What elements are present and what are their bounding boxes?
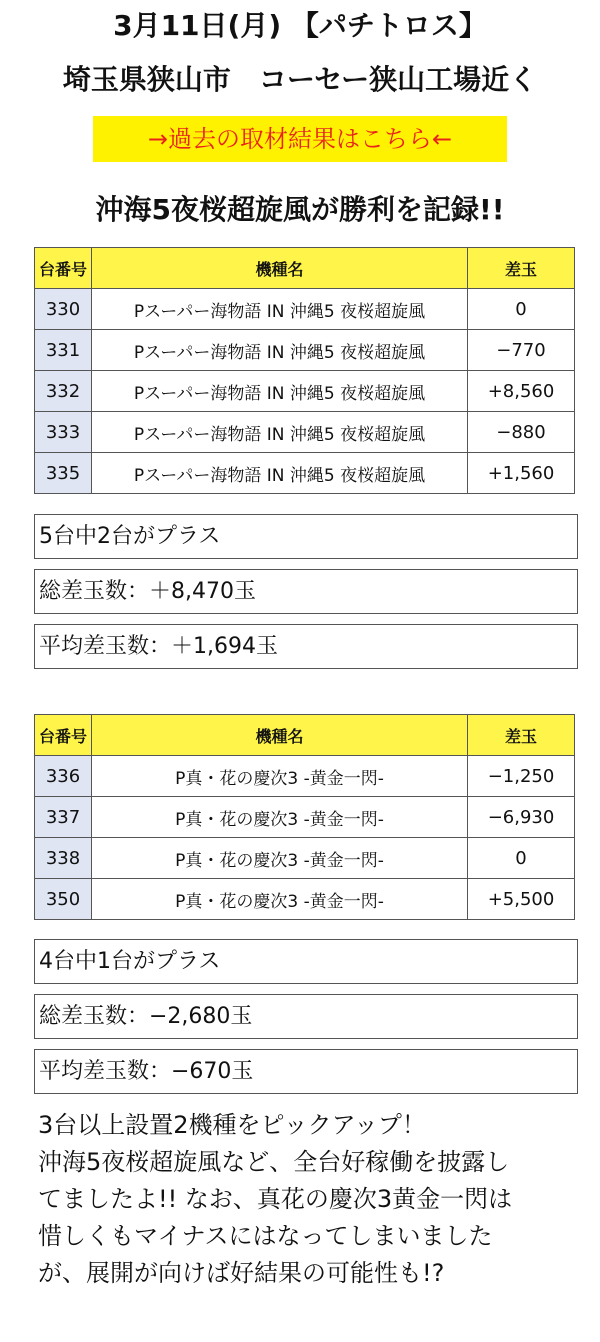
machine-number: 332 (35, 371, 92, 412)
table-row (35, 756, 575, 797)
results-table-umimonogatari (34, 247, 575, 494)
difference-value: 0 (468, 289, 575, 330)
machine-number: 336 (35, 756, 92, 797)
past-results-link[interactable]: →過去の取材結果はこちら← (93, 116, 507, 162)
comment-line: 3台以上設置2機種をピックアップ！ (38, 1111, 426, 1139)
plus-count-summary: 4台中1台がプラス (34, 939, 578, 984)
machine-name: Pスーパー海物語 IN 沖縄5 夜桜超旋風 (92, 453, 468, 494)
header-machine-number: 台番号 (35, 248, 92, 289)
difference-value: 0 (468, 838, 575, 879)
store-location: 埼玉県狭山市 コーセー狭山工場近く (62, 63, 538, 96)
table-row (35, 412, 575, 453)
header-difference: 差玉 (468, 715, 575, 756)
table-row (35, 371, 575, 412)
machine-number: 350 (35, 879, 92, 920)
table-row (35, 330, 575, 371)
machine-name: Pスーパー海物語 IN 沖縄5 夜桜超旋風 (92, 371, 468, 412)
header-difference: 差玉 (468, 248, 575, 289)
difference-value: +1,560 (468, 453, 575, 494)
table-row (35, 289, 575, 330)
total-difference-summary: 総差玉数：−2,680玉 (34, 994, 578, 1039)
header-machine-number: 台番号 (35, 715, 92, 756)
comment-paragraph (38, 1107, 578, 1292)
machine-name: P真・花の慶次3 -黄金一閃- (92, 797, 468, 838)
machine-number: 330 (35, 289, 92, 330)
page-title: 3月11日(月) 【パチトロス】 (113, 9, 487, 42)
machine-number: 331 (35, 330, 92, 371)
machine-number: 338 (35, 838, 92, 879)
total-difference-summary: 総差玉数：＋8,470玉 (34, 569, 578, 614)
table-row (35, 879, 575, 920)
comment-line: 沖海5夜桜超旋風など、全台好稼働を披露し (38, 1148, 510, 1176)
results-table-keiji (34, 714, 575, 920)
difference-value: −6,930 (468, 797, 575, 838)
table-header-row (35, 248, 575, 289)
table-row (35, 838, 575, 879)
difference-value: −770 (468, 330, 575, 371)
difference-value: +5,500 (468, 879, 575, 920)
machine-name: P真・花の慶次3 -黄金一閃- (92, 879, 468, 920)
comment-line: 惜しくもマイナスにはなってしまいました (38, 1222, 493, 1250)
table-row (35, 453, 575, 494)
average-difference-summary: 平均差玉数：＋1,694玉 (34, 624, 578, 669)
machine-number: 335 (35, 453, 92, 494)
machine-name: Pスーパー海物語 IN 沖縄5 夜桜超旋風 (92, 289, 468, 330)
machine-name: Pスーパー海物語 IN 沖縄5 夜桜超旋風 (92, 412, 468, 453)
table-header-row (35, 715, 575, 756)
machine-number: 337 (35, 797, 92, 838)
difference-value: +8,560 (468, 371, 575, 412)
table-row (35, 797, 575, 838)
plus-count-summary: 5台中2台がプラス (34, 514, 578, 559)
difference-value: −1,250 (468, 756, 575, 797)
machine-name: P真・花の慶次3 -黄金一閃- (92, 838, 468, 879)
machine-number: 333 (35, 412, 92, 453)
headline: 沖海5夜桜超旋風が勝利を記録!! (95, 193, 505, 226)
difference-value: −880 (468, 412, 575, 453)
header-machine-name: 機種名 (92, 715, 468, 756)
average-difference-summary: 平均差玉数：−670玉 (34, 1049, 578, 1094)
machine-name: Pスーパー海物語 IN 沖縄5 夜桜超旋風 (92, 330, 468, 371)
comment-line: てましたよ!! なお、真花の慶次3黄金一閃は (38, 1185, 513, 1213)
header-machine-name: 機種名 (92, 248, 468, 289)
comment-line: が、展開が向けば好結果の可能性も!? (38, 1259, 445, 1287)
machine-name: P真・花の慶次3 -黄金一閃- (92, 756, 468, 797)
